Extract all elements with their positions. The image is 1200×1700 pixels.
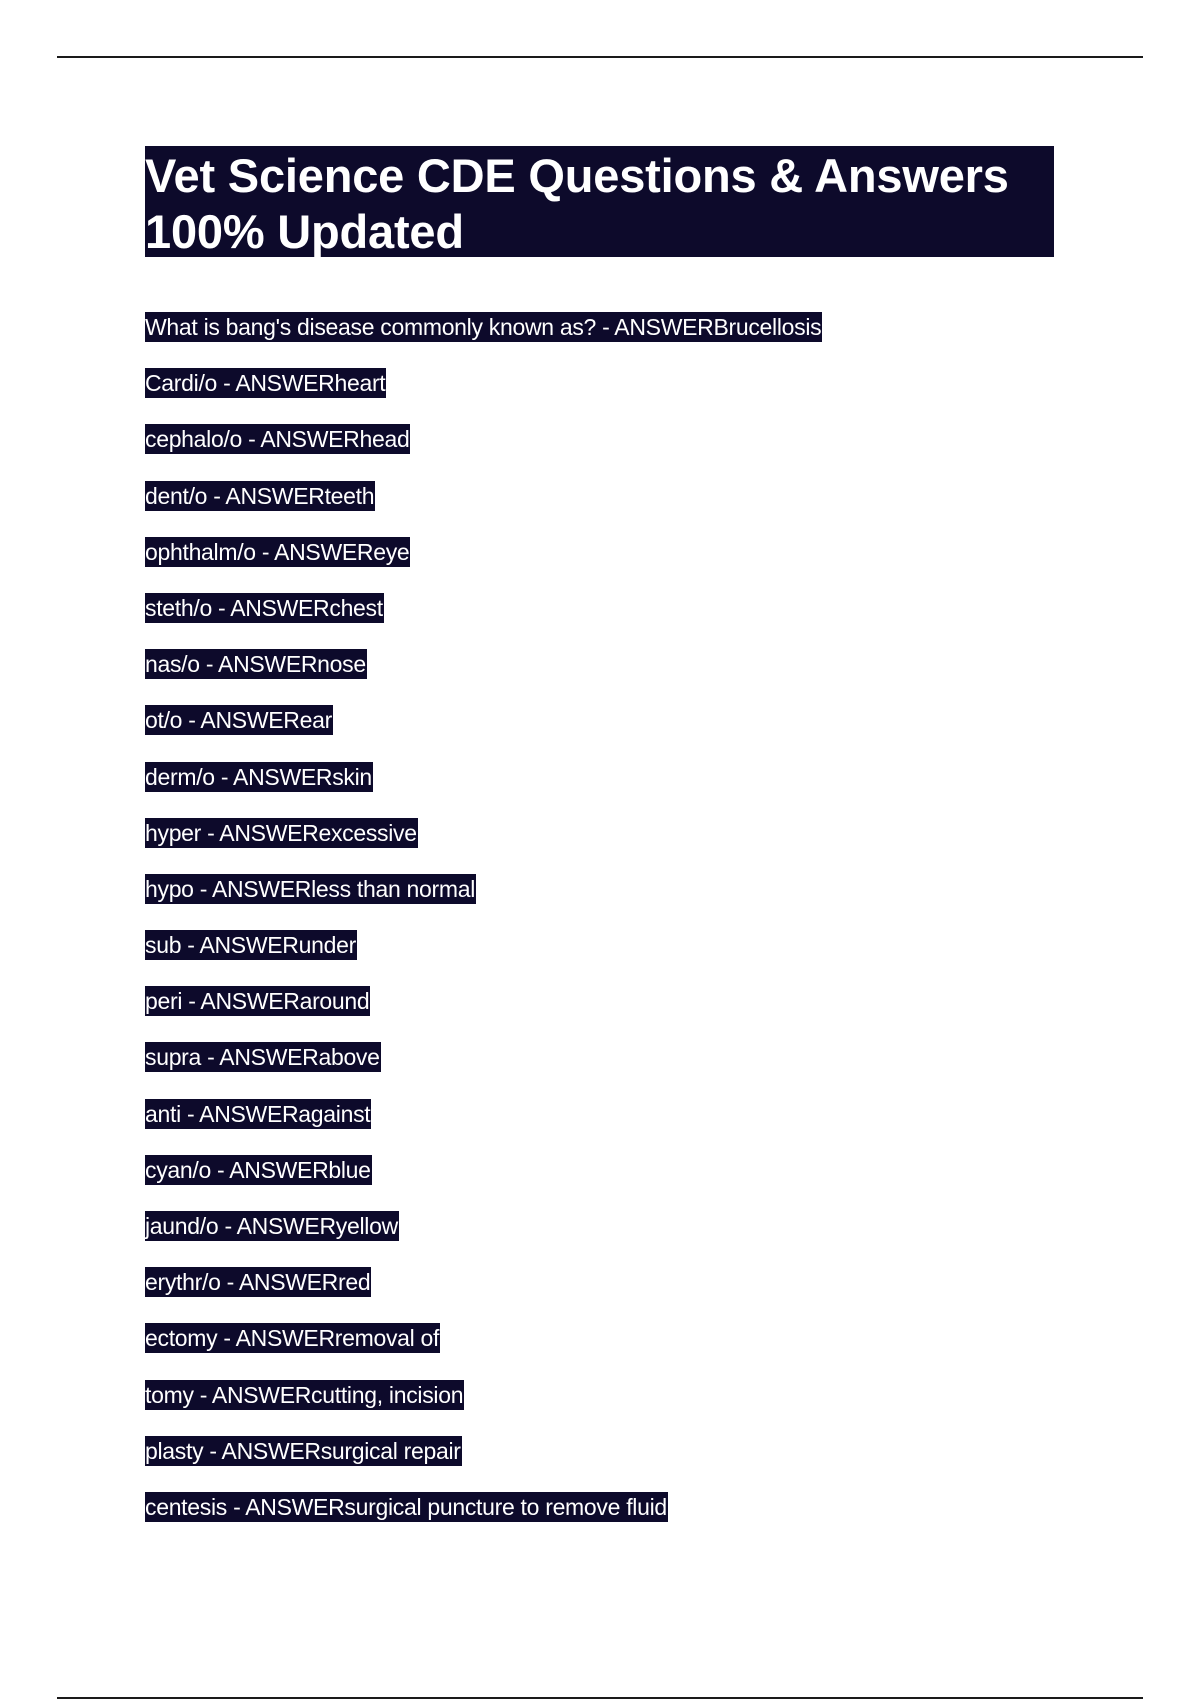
title-line-2: 100% Updated — [145, 205, 464, 258]
list-item — [145, 481, 822, 537]
qa-list — [145, 312, 822, 1548]
qa-text: plasty - ANSWERsurgical repair — [145, 1437, 461, 1464]
qa-text: erythr/o - ANSWERred — [145, 1269, 371, 1296]
qa-text: peri - ANSWERaround — [145, 988, 370, 1015]
list-item — [145, 537, 822, 593]
qa-text: jaund/o - ANSWERyellow — [145, 1213, 398, 1239]
list-item — [145, 368, 822, 424]
list-item — [145, 1099, 822, 1155]
list-item — [145, 986, 822, 1042]
qa-text: What is bang's disease commonly known as? - ANSWERBrucellosis — [145, 314, 822, 340]
qa-text: centesis - ANSWERsurgical puncture to remove fluid — [145, 1493, 667, 1520]
qa-text: nas/o - ANSWERnose — [145, 651, 366, 678]
qa-text: supra - ANSWERabove — [145, 1044, 380, 1071]
list-item — [145, 818, 822, 874]
list-item — [145, 1492, 822, 1548]
list-item — [145, 705, 822, 761]
document-title — [145, 146, 1054, 257]
list-item — [145, 649, 822, 705]
list-item — [145, 1042, 822, 1098]
qa-text: cephalo/o - ANSWERhead — [145, 426, 410, 453]
list-item — [145, 874, 822, 930]
qa-text: cyan/o - ANSWERblue — [145, 1156, 371, 1183]
qa-text: dent/o - ANSWERteeth — [145, 482, 375, 509]
qa-text: anti - ANSWERagainst — [145, 1100, 371, 1127]
qa-text: steth/o - ANSWERchest — [145, 594, 383, 621]
list-item — [145, 930, 822, 986]
footer-rule — [57, 1697, 1143, 1699]
header-rule — [57, 56, 1143, 58]
qa-text: ot/o - ANSWERear — [145, 707, 332, 734]
list-item — [145, 593, 822, 649]
qa-text: tomy - ANSWERcutting, incision — [145, 1381, 464, 1408]
list-item — [145, 312, 822, 368]
qa-text: derm/o - ANSWERskin — [145, 763, 372, 790]
list-item — [145, 1155, 822, 1211]
list-item — [145, 1267, 822, 1323]
list-item — [145, 1323, 822, 1379]
qa-text: Cardi/o - ANSWERheart — [145, 370, 386, 397]
qa-text: ophthalm/o - ANSWEReye — [145, 538, 410, 565]
list-item — [145, 1436, 822, 1492]
list-item — [145, 1380, 822, 1436]
list-item — [145, 1211, 822, 1267]
list-item — [145, 762, 822, 818]
qa-text: hypo - ANSWERless than normal — [145, 875, 476, 902]
list-item — [145, 424, 822, 480]
qa-text: hyper - ANSWERexcessive — [145, 819, 417, 846]
qa-text: ectomy - ANSWERremoval of — [145, 1325, 440, 1352]
title-line-1: Vet Science CDE Questions & Answers — [145, 149, 1009, 202]
qa-text: sub - ANSWERunder — [145, 932, 356, 959]
